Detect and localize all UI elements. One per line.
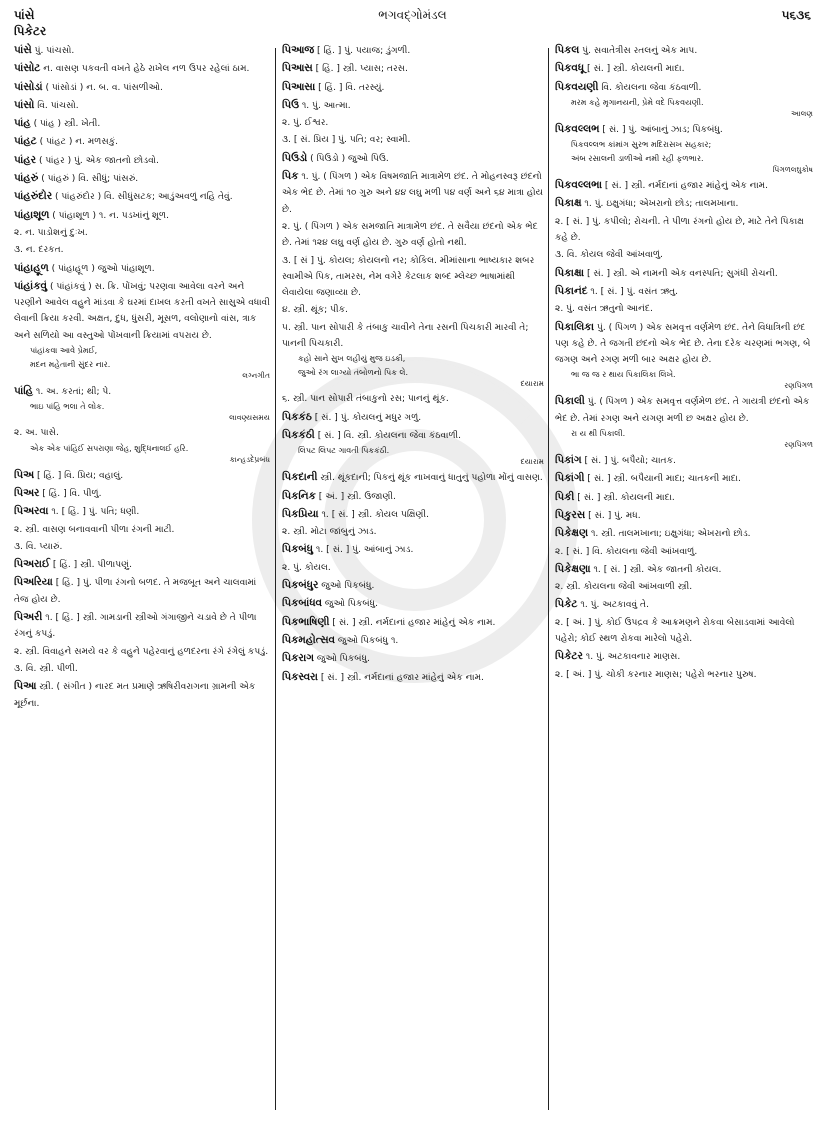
headword: પિકમહોત્સવ bbox=[282, 633, 335, 646]
headword: પિઆસા bbox=[282, 80, 316, 93]
definition: ૩. [ સં ] પું. કોયલ; કોયલનો નર; કોકિલ. મીમાંસાના ભાષ્યકાર શબર સ્વામીએ પિક, તામરસ, નેમ વગેરે કેટલાક શબ્દ મ્લેચ્છ ભાષામાંથી લેવાયેલા જણાવ્યા છે. bbox=[282, 255, 535, 299]
headword: પિકદાની bbox=[282, 471, 318, 484]
definition: ૧. [ સં. ] પું. વસંત ઋતુ. bbox=[587, 286, 679, 297]
definition: [ હિં. ] વિ. પ્રિય; વહાલું. bbox=[34, 470, 124, 481]
quotation-line: અંબ રસાલની ડાળીઓ નમી રહી ફળભાર. bbox=[571, 154, 704, 164]
dictionary-entry bbox=[14, 225, 270, 241]
definition: જુઓ પિકબંધુ. bbox=[318, 581, 375, 592]
dictionary-entry bbox=[282, 469, 544, 486]
headword: પિકનિક bbox=[282, 489, 316, 502]
dictionary-column-1 bbox=[14, 42, 270, 1116]
dictionary-entry bbox=[555, 60, 813, 77]
dictionary-entry bbox=[555, 301, 813, 317]
definition: ૨. [ સં. ] પું. કપીલો; રોચની. તે પીળા રંગનો હોય છે, માટે તેને પિકાક્ષ કહે છે. bbox=[555, 216, 804, 244]
dictionary-entry bbox=[282, 391, 544, 407]
dictionary-entry bbox=[282, 253, 544, 302]
dictionary-entry bbox=[282, 650, 544, 667]
dictionary-entry bbox=[282, 524, 544, 540]
definition: [ હિં. ] વિ. તરસ્યું. bbox=[315, 82, 385, 93]
dictionary-entry bbox=[555, 283, 813, 300]
headword: પિકવલ્લભ bbox=[555, 122, 600, 135]
definition: ( પિઉડો ) જુઓ પિઉ. bbox=[307, 153, 389, 164]
dictionary-entry bbox=[14, 188, 270, 205]
definition: પું. સવાતેત્રીસ રતલનું એક માપ. bbox=[579, 46, 698, 56]
headword: પિકવધૂ bbox=[555, 62, 585, 75]
definition: જુઓ પિકબંધુ ૧. bbox=[334, 635, 399, 646]
definition: ૧. [ સં. ] પું. આંબાનું ઝાડ. bbox=[313, 545, 414, 556]
definition: [ સં. ] સ્ત્રી. નર્મદાનાં હજાર માંહેનું એક નામ. bbox=[317, 672, 484, 683]
dictionary-entry bbox=[555, 214, 813, 247]
definition: ૧. પું. અટકાવનાર માણસ. bbox=[582, 652, 681, 663]
dictionary-entry bbox=[14, 79, 270, 96]
dictionary-entry bbox=[14, 383, 270, 400]
definition: ૪. સ્ત્રી. થૂંક; પીક. bbox=[282, 305, 348, 316]
headword: પાંહાહૂળ bbox=[14, 261, 49, 274]
dictionary-entry bbox=[555, 544, 813, 560]
header-title: ભગવદ્ગોમંડલ bbox=[378, 8, 447, 22]
definition: ૧. પું. ઇક્ષુગંધા; એખરાનો છોડ; તાલમખાના. bbox=[581, 199, 739, 210]
dictionary-entry bbox=[282, 427, 544, 444]
definition: ૨. સ્ત્રી. વાસણ બનાવવાની પીળા રંગની માટી. bbox=[14, 524, 175, 535]
dictionary-entry bbox=[555, 247, 813, 263]
definition: ૨. [ અં. ] પું. ચોકી કરનાર માણસ; પહેરો ભરનાર પુરુષ. bbox=[555, 669, 757, 680]
quotation-source: પિંગળલઘુકોષ bbox=[772, 165, 813, 175]
dictionary-entry bbox=[14, 467, 270, 484]
definition: ( પાંહ ) સ્ત્રી. ખેતી. bbox=[30, 119, 101, 130]
definition: ૩. વિ. કોયલ જેવી આંખવાળું. bbox=[555, 250, 663, 261]
definition: [ હિં. ] પું. પયાજ; ડુંગળી. bbox=[314, 46, 411, 56]
definition: વિ. પાંચસો. bbox=[34, 100, 79, 111]
header-left-word: પાંસે bbox=[14, 8, 35, 22]
dictionary-entry bbox=[14, 60, 270, 77]
headword: પિઉ bbox=[282, 98, 299, 111]
headword: પિકપ્રિયા bbox=[282, 507, 319, 520]
dictionary-entry bbox=[282, 488, 544, 505]
headword: પિઆ bbox=[14, 680, 37, 693]
dictionary-entry bbox=[282, 60, 544, 77]
definition: ૨. સ્ત્રી. વિવાહને સમયે વર કે વહુને પહેરવાનું હળદરના રંગે રંગેલું કપડું. bbox=[14, 646, 269, 657]
headword: પિકાક્ષ bbox=[555, 197, 582, 210]
dictionary-entry bbox=[14, 425, 270, 441]
dictionary-entry bbox=[14, 260, 270, 277]
headword: પિઅરવા bbox=[14, 505, 49, 518]
dictionary-entry bbox=[555, 195, 813, 212]
headword: પાંહ bbox=[14, 117, 31, 130]
dictionary-entry bbox=[14, 485, 270, 502]
headword: પિકકંઠી bbox=[282, 428, 315, 441]
definition: [ સં. ] પું. બપૈયો; ચાતક. bbox=[581, 456, 676, 467]
headword: પિકાલિકા bbox=[555, 320, 595, 333]
definition: પું. પાંચસો. bbox=[31, 46, 75, 56]
quotation-line: જુઓ રંગ લાગ્યો તંબોળનો પિક લે. bbox=[298, 368, 408, 378]
definition: જુઓ પિકબંધુ. bbox=[313, 654, 370, 665]
definition: સ્ત્રી. ( સંગીત ) નારદ મત પ્રમાણે ઋષિરીવરાગના ગ્રામની એક મૂર્છના. bbox=[14, 682, 256, 709]
dictionary-entry bbox=[555, 177, 813, 194]
quotation-source: લાવણ્યસમય bbox=[229, 413, 270, 423]
definition: ૧. પું. ( પિંગળ ) એક વિષમજાતિ માત્રામેળ છંદ. તે મોહનસ્વરૂ છંદનો એક ભેદ છે. તેમાં ૧૦ ગુરુ અને ૪૪ લઘુ મળી ૫૪ વર્ણ અને ૬૪ માત્રા હોય છે. bbox=[282, 172, 544, 215]
definition: [ હિં. ] સ્ત્રી. પ્યાસ; તરસ. bbox=[312, 64, 408, 75]
column-divider bbox=[275, 48, 276, 1110]
dictionary-entry bbox=[282, 506, 544, 523]
definition: [ સં. ] સ્ત્રી. નર્મદાનાં હજાર માંહેનું એક નામ. bbox=[329, 617, 496, 628]
dictionary-entry bbox=[555, 561, 813, 578]
definition: પું. ( પિંગળ ) એક સમવૃત્ત વર્ણમેળ છંદ. તેને વિધાત્રિની છંદ પણ કહે છે. તે જગતી છંદનો એક ભેદ છે. તેના દરેક ચરણમાં ભગણ, બે જગણ અને રગણ મળી બાર અક્ષર હોય છે. bbox=[555, 322, 811, 366]
dictionary-entry bbox=[555, 648, 813, 665]
headword: પાંસે bbox=[14, 44, 32, 56]
definition: [ સં. ] સ્ત્રી. નર્મદાનાં હજાર માંહેનું એક નામ. bbox=[602, 181, 768, 192]
dictionary-entry bbox=[14, 539, 270, 555]
dictionary-entry bbox=[282, 595, 544, 612]
definition: ૧. સ્ત્રી. તાલમખાના; ઇક્ષુગંધા; એખરાનો છોડ. bbox=[588, 529, 751, 540]
dictionary-entry bbox=[282, 115, 544, 131]
definition: ૨. સ્ત્રી. કોયલના જેવી આંખવાળી સ્ત્રી. bbox=[555, 582, 693, 593]
definition: પું. ( પિંગળ ) એક સમવૃત્ત વર્ણમેળ છંદ. તે ગાયત્રી છંદનો એક ભેદ છે. તેમાં રગણ અને યગણ મળી છ અક્ષર હોય છે. bbox=[555, 397, 810, 424]
definition: ૧. [ હિં. ] સ્ત્રી. ગામડાની સ્ત્રીઓ ગંગાજીને ચડાવે છે તે પીળા રંગનું કપડું. bbox=[14, 613, 257, 640]
quotation-line: ભા જ જ ર થાય પિકાલિકા લિખે. bbox=[571, 370, 676, 380]
definition: ૨. પું. ( પિંગળ ) એક સમજાતિ માત્રામેળ છંદ. તે સવૈયા છંદનો એક ભેદ છે. તેમાં ૧૨૪ લઘુ વર્ણ હોય છે. ગુરુ વર્ણ હોતો નથી. bbox=[282, 221, 538, 249]
definition: [ સં. ] સ્ત્રી. બપૈયાની માદા; ચાતકની માદા. bbox=[584, 474, 741, 485]
headword: પાંહાશૂળ bbox=[14, 208, 50, 221]
dictionary-entry bbox=[14, 522, 270, 538]
dictionary-entry bbox=[14, 170, 270, 187]
headword: પિકેક્ષણા bbox=[555, 562, 591, 575]
quotation-source: રણપિંગળ bbox=[784, 440, 813, 450]
dictionary-entry bbox=[282, 150, 544, 167]
dictionary-entry bbox=[282, 409, 544, 426]
definition: [ હિં. ] સ્ત્રી. પીળાપણું. bbox=[50, 560, 132, 571]
dictionary-entry bbox=[14, 556, 270, 573]
definition: ૧. [ સં. ] સ્ત્રી. એક જાતની કોયલ. bbox=[590, 564, 722, 575]
dictionary-entry bbox=[14, 574, 270, 608]
definition: ૩. [ સં. પ્રિય ] પું. પતિ; વર; સ્વામી. bbox=[282, 135, 411, 146]
definition: [ સં. ] પું. કોયલનું મધુર ગળું. bbox=[311, 412, 422, 423]
dictionary-entry bbox=[14, 42, 270, 59]
quotation-source: દયારામ bbox=[520, 457, 544, 467]
quotation-line: મરમ કહે મૃગાનયની, પ્રેમે વદે પિકવયણી. bbox=[571, 97, 704, 107]
definition: ( પાંહટ ) ન. મળસકું. bbox=[36, 137, 119, 148]
dictionary-entry bbox=[282, 577, 544, 594]
definition: ( પાંહાશૂળ ) ૧. ન. પડખાંનું શૂળ. bbox=[49, 210, 169, 221]
dictionary-entry bbox=[282, 669, 544, 686]
headword: પાંસોડાં bbox=[14, 80, 43, 93]
quotation-line: કહો સાને સુખ લહીયું મુજ ઇડકી, bbox=[298, 354, 406, 364]
dictionary-entry bbox=[555, 79, 813, 96]
definition: ૨. પું. કોયલ. bbox=[282, 562, 331, 573]
headword: પિકકંઠ bbox=[282, 410, 312, 423]
headword: પિકાલી bbox=[555, 395, 585, 408]
dictionary-entry bbox=[555, 615, 813, 648]
quotation-line: મદન મહેતાની સુંદર નાર. bbox=[30, 360, 111, 370]
definition: [ સં. ] પું. મધ. bbox=[585, 510, 641, 521]
definition: [ અં. ] સ્ત્રી. ઉજાણી. bbox=[315, 491, 396, 502]
definition: ન. વાસણ પકવતી વખતે હેઠે રાખેલ નળ ઉપર રહેલાં ઠામ. bbox=[40, 64, 250, 75]
dictionary-entry bbox=[282, 219, 544, 252]
definition: ( પાંહરું ) વિ. સીધું; પાંસરું. bbox=[38, 174, 139, 185]
headword: પિકરાગ bbox=[282, 652, 314, 665]
headword: પિઅ bbox=[14, 468, 35, 481]
headword: પિકેક્ષણ bbox=[555, 527, 589, 540]
headword: પિઅરાઈ bbox=[14, 558, 50, 571]
headword: પિઅર bbox=[14, 486, 40, 499]
dictionary-entry bbox=[14, 678, 270, 712]
definition: ૬. સ્ત્રી. પાન સોપારી તંબાકુનો રસ; પાનનું થૂંક. bbox=[282, 394, 449, 405]
quotation-source: રણપિંગળ bbox=[784, 381, 813, 391]
quotation-line: પિકવલ્લભ કાંમાંગ સુરભ મદિરાસખ સહકાર; bbox=[571, 140, 712, 150]
dictionary-entry bbox=[282, 560, 544, 576]
headword: પિકાનંદ bbox=[555, 284, 588, 297]
headword: પિઅરિયા bbox=[14, 576, 53, 589]
definition: ૨. [ સં. ] વિ. કોયલના જેવી આંખવાળું. bbox=[555, 546, 698, 557]
definition: [ હિં. ] વિ. પીળું. bbox=[39, 488, 102, 499]
definition: ( પાંહરુંદોર ) વિ. સીધુંસટક; આડુંઅવળું નહિ તેવું. bbox=[52, 192, 233, 203]
definition: [ સં. ] સ્ત્રી. કોયલની માદા. bbox=[584, 64, 685, 75]
definition: ( પાંહાંકવું ) સ. ક્રિ. પોંખવું; પરણવા આવેલા વરને અને પરણીને આવેલ વહુને માંડવા કે ઘરમાં દાખલ કરતી વખતે સાસુએ વધાવી લેવાની ક્રિયા કરવી. અક્ષત, દુધ, ધુંસરી, મૂસળ, વલોણાનો વાંસ, ત્રાક અને સળિયો આ વસ્તુઓ પોંખવાની ક્રિયામાં વપરાય છે. bbox=[14, 281, 270, 341]
dictionary-entry bbox=[555, 452, 813, 469]
headword: પિકેટ bbox=[555, 598, 578, 611]
dictionary-entry bbox=[282, 97, 544, 114]
definition: ૩. વિ. પ્યારું. bbox=[14, 541, 63, 552]
quotation-source: લગ્નગીત bbox=[242, 371, 270, 381]
headword: પિકાંગ bbox=[555, 454, 582, 467]
headword: પાંહાંકવું bbox=[14, 279, 48, 292]
dictionary-entry bbox=[14, 97, 270, 114]
headword: પિક bbox=[282, 170, 299, 183]
definition: ૫. સ્ત્રી. પાન સોપારી કે તંબાકુ ચાવીને તેના રસની પિચકારી મારવી તે; પાનની પિચકારી. bbox=[282, 322, 529, 350]
definition: જુઓ પિકબંધુ. bbox=[322, 599, 379, 610]
page-header bbox=[14, 4, 811, 26]
headword: પાંહર bbox=[14, 153, 37, 166]
headword: પિકાંગી bbox=[555, 472, 585, 485]
definition: ૧. [ હિં. ] પું. પતિ; ધણી. bbox=[48, 507, 140, 518]
headword: પિકભાષિણી bbox=[282, 615, 330, 628]
headword: પાંહટ bbox=[14, 135, 37, 148]
headword: પિઆજ bbox=[282, 44, 315, 56]
dictionary-entry bbox=[282, 42, 544, 59]
dictionary-entry bbox=[555, 596, 813, 613]
definition: ૨. પું. વસંત ઋતુનો આનંદ. bbox=[555, 304, 653, 315]
definition: [ સં. ] વિ. સ્ત્રી. કોયલના જેવા કંઠવાળી. bbox=[314, 430, 462, 441]
headword: પાંહરુંદોર bbox=[14, 190, 53, 203]
quotation-line: પાંહાંકવા આવે પ્રેમઈ, bbox=[30, 346, 98, 356]
headword: પિકવલ્લભા bbox=[555, 179, 603, 192]
quotation-source: કાન્હડદેપ્રબંધ bbox=[229, 454, 270, 464]
definition: ૧. પું. અટકાવવું તે. bbox=[577, 600, 649, 611]
headword: પાંહિ bbox=[14, 385, 34, 398]
dictionary-entry bbox=[555, 525, 813, 542]
definition: ૩. ન. દરકત. bbox=[14, 245, 64, 256]
dictionary-entry bbox=[282, 168, 544, 218]
definition: ૨. [ અં. ] પું. કોઈ ઉપદ્રવ કે આક્રમણને રોકવા બેસાડવામાં આવેલો પહેરો; કોઈ સ્થળ રોકવા મારેલો પહેરો. bbox=[555, 617, 795, 645]
quotation-source: આલણ bbox=[790, 108, 813, 118]
headword: પિકલ bbox=[555, 44, 580, 56]
dictionary-column-3 bbox=[555, 42, 813, 1116]
dictionary-entry bbox=[555, 42, 813, 59]
definition: [ હિં. ] પું. પીળા રંગનો બળદ. તે મજબૂત અને ચાલવામાં તેજ હોય છે. bbox=[14, 578, 257, 605]
definition: ( પાંહાહૂળ ) જુઓ પાંહાશૂળ. bbox=[48, 263, 155, 274]
headword: પાંસો bbox=[14, 98, 35, 111]
headword: પિકુરસ bbox=[555, 508, 586, 521]
dictionary-entry bbox=[555, 121, 813, 138]
dictionary-entry bbox=[282, 614, 544, 631]
dictionary-entry bbox=[14, 644, 270, 660]
headword: પિકબંધુર bbox=[282, 579, 319, 592]
quotation-line: રા ય થી પિકાલી. bbox=[571, 429, 626, 439]
dictionary-entry bbox=[14, 278, 270, 344]
definition: ( પાંહર ) પું. એક જાતનો છોડવો. bbox=[36, 155, 159, 166]
dictionary-entry bbox=[555, 393, 813, 427]
dictionary-entry bbox=[282, 79, 544, 96]
dictionary-entry bbox=[555, 507, 813, 524]
definition: ( પાંસોડાં ) ન. બ. વ. પાંસળીઓ. bbox=[42, 82, 163, 93]
definition: [ સં. ] પું. આંબાનું ઝાડ; પિકબંધુ. bbox=[599, 124, 723, 135]
definition: ૧. પું. આત્મા. bbox=[298, 100, 351, 111]
definition: ૩. વિ. સ્ત્રી. પીળી. bbox=[14, 663, 78, 674]
definition: વિ. કોયલના જેવા કંઠવાળી. bbox=[598, 82, 702, 93]
quotation-source: દયારામ bbox=[520, 379, 544, 389]
definition: ૨. ન. પાડોશનું દુઃખ. bbox=[14, 227, 88, 238]
dictionary-entry bbox=[14, 609, 270, 643]
dictionary-entry bbox=[14, 661, 270, 677]
headword: પિકેટર bbox=[555, 650, 583, 663]
dictionary-entry bbox=[282, 541, 544, 558]
headword: પિકબાંધવ bbox=[282, 597, 323, 610]
dictionary-entry bbox=[282, 632, 544, 649]
definition: ૨. અ. પાસે. bbox=[14, 428, 59, 439]
definition: ૨. પું. ઈશ્વર. bbox=[282, 118, 329, 129]
dictionary-entry bbox=[14, 207, 270, 224]
headword: પિકબંધુ bbox=[282, 543, 314, 556]
dictionary-entry bbox=[14, 115, 270, 132]
headword: પિકસ્વરા bbox=[282, 670, 318, 683]
header-last-word: પિકેટર bbox=[14, 24, 47, 38]
dictionary-entry bbox=[14, 242, 270, 258]
definition: ૧. [ સં. ] સ્ત્રી. કોયલ પક્ષિણી. bbox=[318, 509, 429, 520]
definition: સ્ત્રી. થૂંકદાની; પિકનું થૂંક નાખવાનું ધાતુનું પહોળા મોંનું વાસણ. bbox=[317, 473, 543, 484]
page-number: ૫૬૩૬ bbox=[781, 8, 811, 22]
dictionary-entry bbox=[14, 133, 270, 150]
dictionary-entry bbox=[555, 667, 813, 683]
headword: પિકાક્ષા bbox=[555, 266, 585, 279]
dictionary-entry bbox=[282, 302, 544, 318]
dictionary-entry bbox=[555, 265, 813, 282]
headword: પિકવયણી bbox=[555, 80, 599, 93]
definition: [ સં. ] સ્ત્રી. કોયલની માદા. bbox=[574, 492, 675, 503]
headword: પાંસોટ bbox=[14, 62, 41, 75]
definition: ૨. સ્ત્રી. મોટા જાંબુનું ઝાડ. bbox=[282, 527, 377, 538]
definition: [ સં. ] સ્ત્રી. એ નામની એક વનસ્પતિ; સુગંધી રોચની. bbox=[584, 268, 778, 279]
dictionary-entry bbox=[555, 579, 813, 595]
definition: ૧. અ. કરતાં; થી; પે. bbox=[33, 387, 112, 398]
headword: પિકી bbox=[555, 490, 575, 503]
headword: પિઆસ bbox=[282, 62, 313, 75]
dictionary-entry bbox=[282, 132, 544, 148]
headword: પિઅરી bbox=[14, 611, 43, 624]
dictionary-entry bbox=[555, 489, 813, 506]
dictionary-column-2 bbox=[282, 42, 544, 1116]
headword: પાંહરું bbox=[14, 172, 39, 185]
dictionary-entry bbox=[14, 152, 270, 169]
headword: પિઉડો bbox=[282, 151, 308, 164]
column-divider bbox=[548, 48, 549, 1110]
dictionary-entry bbox=[282, 320, 544, 353]
quotation-line: એક એક પાંહિઈં સપરાણા જેહ, શુદ્ધિનાલઈ હરિ. bbox=[30, 443, 189, 453]
quotation-line: લિપટ લિપટ ગાવતી પિકકંઠી. bbox=[298, 446, 390, 456]
dictionary-entry bbox=[555, 470, 813, 487]
dictionary-entry bbox=[555, 319, 813, 369]
quotation-line: ભાઇ પાંહિ ભલા તે લોક. bbox=[30, 402, 105, 412]
dictionary-entry bbox=[14, 503, 270, 520]
